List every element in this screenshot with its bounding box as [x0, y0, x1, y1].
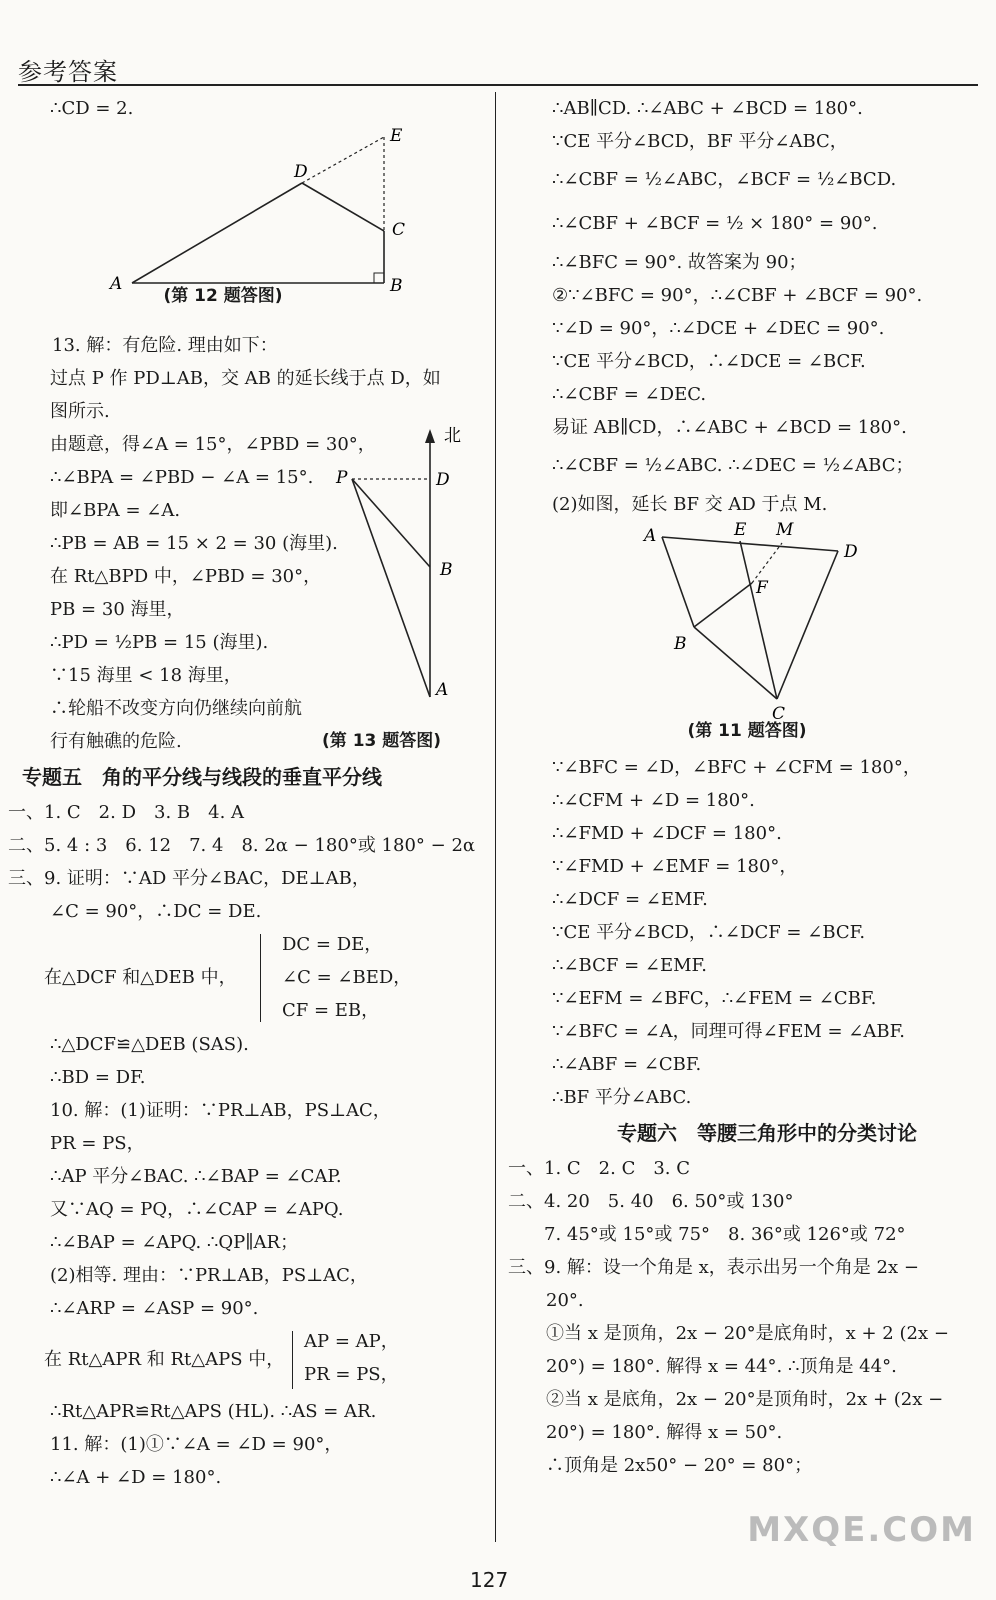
text-line: 行有触礁的危险. [50, 731, 182, 752]
text-line: ∴AP 平分∠BAC. ∴∠BAP = ∠CAP. [50, 1166, 342, 1187]
text-line: 一、1. C 2. C 3. C [508, 1158, 691, 1179]
brace [260, 934, 267, 1022]
text-line: 11. 解：(1)①∵∠A = ∠D = 90°， [50, 1434, 343, 1455]
label-B: B [440, 560, 453, 580]
label-C: C [772, 704, 786, 724]
text-line: ∴∠BAP = ∠APQ. ∴QP∥AR； [50, 1232, 299, 1253]
label-A: A [644, 526, 657, 546]
text-line: ∵∠BFC = ∠D，∠BFC + ∠CFM = 180°， [552, 757, 921, 778]
text-line: ∵∠D = 90°，∴∠DCE + ∠DEC = 90°. [552, 318, 885, 339]
text-line: ∵∠EFM = ∠BFC，∴∠FEM = ∠CBF. [552, 988, 877, 1009]
system-item: DC = DE， [282, 934, 383, 955]
text-line: 三、9. 证明：∵AD 平分∠BAC，DE⊥AB， [8, 868, 370, 889]
text-line: PB = 30 海里， [50, 599, 185, 620]
text-line: 20°) = 180°. 解得 x = 44°. ∴顶角是 44°. [546, 1356, 897, 1377]
text-line: ∴∠BFC = 90°. 故答案为 90； [552, 252, 807, 273]
label-B: B [390, 276, 403, 296]
text-line: ②当 x 是底角，2x − 20°是顶角时，2x + (2x − [546, 1389, 944, 1410]
text-line: 三、9. 解：设一个角是 x，表示出另一个角是 2x − [508, 1257, 919, 1278]
text-line: ∴∠CFM + ∠D = 180°. [552, 790, 755, 811]
label-D: D [844, 542, 858, 562]
text-line: ∴∠DCF = ∠EMF. [552, 889, 708, 910]
text-line: 一、1. C 2. D 3. B 4. A [8, 802, 245, 823]
system-item: AP = AP， [304, 1331, 399, 1352]
text-line: 20°) = 180°. 解得 x = 50°. [546, 1422, 783, 1443]
system-item: ∠C = ∠BED， [282, 967, 412, 988]
text-line: ∴PD = ½PB = 15 (海里). [50, 632, 269, 653]
text-line: ∴轮船不改变方向仍继续向前航 [50, 698, 302, 719]
text-line: ∵CE 平分∠BCD，∴∠DCF = ∠BCF. [552, 922, 866, 943]
text-line: (2)如图，延长 BF 交 AD 于点 M. [552, 494, 828, 515]
text-line: 由题意，得∠A = 15°，∠PBD = 30°， [50, 434, 376, 455]
text-line: 图所示. [50, 401, 110, 422]
right-column [508, 92, 982, 1482]
text-line: 又∵AQ = PQ，∴∠CAP = ∠APQ. [50, 1199, 344, 1220]
text-line: ∴AB∥CD. ∴∠ABC + ∠BCD = 180°. [552, 98, 863, 119]
text-line: ∵∠FMD + ∠EMF = 180°， [552, 856, 798, 877]
figure-13-diagram [322, 427, 472, 727]
text-line: ②∵∠BFC = 90°，∴∠CBF + ∠BCF = 90°. [552, 285, 923, 306]
label-P: P [336, 468, 348, 488]
text-line: ∴∠BCF = ∠EMF. [552, 955, 707, 976]
brace [292, 1331, 299, 1389]
label-F: F [756, 578, 768, 598]
text-line: ∴∠BPA = ∠PBD − ∠A = 15°. [50, 467, 314, 488]
figure-11 [552, 520, 982, 724]
text-line: 二、4. 20 5. 40 6. 50°或 130° [508, 1191, 794, 1212]
text-line: ∴CD = 2. [50, 98, 134, 119]
text-line: 二、5. 4 : 3 6. 12 7. 4 8. 2α − 180°或 180° − 2α [8, 835, 476, 856]
text-line: ∴Rt△APR≌Rt△APS (HL). ∴AS = AR. [50, 1401, 377, 1422]
text-line: ∴∠ARP = ∠ASP = 90°. [50, 1298, 259, 1319]
text-line: ∴∠ABF = ∠CBF. [552, 1054, 702, 1075]
text-line: ∵∠BFC = ∠A，同理可得∠FEM = ∠ABF. [552, 1021, 906, 1042]
system-lead: 在△DCF 和△DEB 中， [44, 967, 237, 988]
text-line: ∴△DCF≌△DEB (SAS). [50, 1034, 249, 1055]
text-line: 易证 AB∥CD，∴∠ABC + ∠BCD = 180°. [552, 417, 907, 438]
watermark: MXQE.COM [747, 1510, 976, 1550]
text-line: 13. 解：有危险. 理由如下： [52, 335, 278, 356]
left-column [8, 92, 484, 1494]
system-item: CF = EB， [282, 1000, 380, 1021]
text-line: (2)相等. 理由：∵PR⊥AB，PS⊥AC， [50, 1265, 368, 1286]
label-E: E [734, 520, 747, 540]
figure-11-caption: (第 11 题答图) [687, 721, 807, 741]
text-line: 即∠BPA = ∠A. [50, 500, 181, 521]
text-line: 20°. [546, 1290, 584, 1311]
figure-13-caption: (第 13 题答图) [322, 731, 442, 751]
label-D: D [294, 162, 308, 182]
text-line: ∴∠A + ∠D = 180°. [50, 1467, 222, 1488]
text-line: 在 Rt△BPD 中，∠PBD = 30°， [50, 566, 322, 587]
label-E: E [390, 126, 403, 146]
header-rule [18, 84, 978, 86]
text-line: ∴∠CBF = ½∠ABC，∠BCF = ½∠BCD. [552, 169, 897, 190]
figure-12-caption: (第 12 题答图) [163, 286, 283, 306]
text-line: ∴∠CBF + ∠BCF = ½ × 180° = 90°. [552, 213, 878, 234]
text-line: ∴PB = AB = 15 × 2 = 30 (海里). [50, 533, 338, 554]
figure-11-diagram [552, 520, 982, 724]
text-line: ∴∠CBF = ½∠ABC. ∴∠DEC = ½∠ABC； [552, 455, 914, 476]
text-line: 过点 P 作 PD⊥AB，交 AB 的延长线于点 D，如 [50, 368, 441, 389]
q10-system [22, 1325, 484, 1395]
text-line: ∵CE 平分∠BCD，BF 平分∠ABC， [552, 131, 848, 152]
label-B: B [674, 634, 687, 654]
label-A: A [110, 274, 123, 294]
section-6-title: 专题六 等腰三角形中的分类讨论 [617, 1121, 917, 1145]
page-header-title: 参考答案 [18, 58, 118, 86]
section-5-title: 专题五 角的平分线与线段的垂直平分线 [22, 765, 382, 789]
label-D: D [436, 470, 450, 490]
text-line: ∴∠FMD + ∠DCF = 180°. [552, 823, 782, 844]
column-divider [495, 92, 496, 1542]
text-line: ∴顶角是 2x50° − 20° = 80°； [546, 1455, 813, 1476]
text-line: ∵15 海里 < 18 海里， [50, 665, 242, 686]
page-number: 127 [470, 1568, 509, 1592]
text-line: 10. 解：(1)证明：∵PR⊥AB，PS⊥AC， [50, 1100, 391, 1121]
label-C: C [392, 220, 406, 240]
label-north: 北 [444, 426, 461, 446]
text-line: ∠C = 90°，∴DC = DE. [50, 901, 262, 922]
text-line: ∵CE 平分∠BCD，∴∠DCE = ∠BCF. [552, 351, 866, 372]
text-line: 7. 45°或 15°或 75° 8. 36°或 126°或 72° [508, 1224, 906, 1245]
text-line: ∴∠CBF = ∠DEC. [552, 384, 707, 405]
text-line: ∴BD = DF. [50, 1067, 146, 1088]
system-lead: 在 Rt△APR 和 Rt△APS 中， [44, 1349, 285, 1370]
q9-system [22, 928, 484, 1028]
system-item: PR = PS， [304, 1364, 399, 1385]
question-13 [22, 329, 484, 758]
text-line: ①当 x 是顶角，2x − 20°是底角时，x + 2 (2x − [546, 1323, 949, 1344]
text-line: PR = PS， [50, 1133, 145, 1154]
label-A: A [436, 680, 449, 700]
text-line: ∴BF 平分∠ABC. [552, 1087, 692, 1108]
label-M: M [776, 520, 794, 540]
